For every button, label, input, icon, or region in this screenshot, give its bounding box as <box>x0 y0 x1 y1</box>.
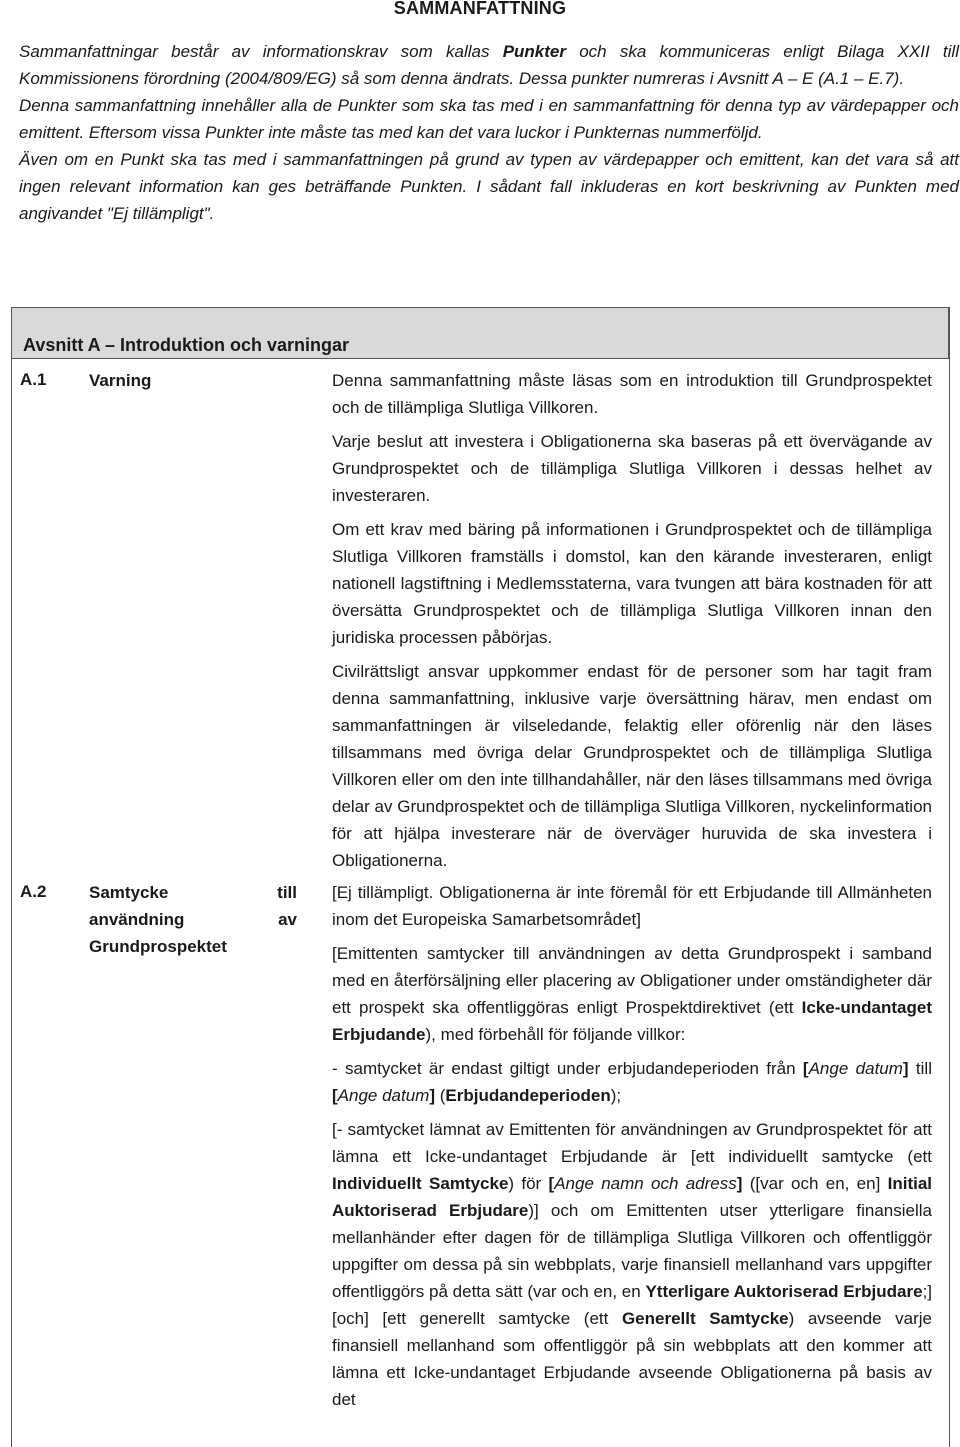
item-code-a1: A.1 <box>20 370 47 389</box>
page-title: SAMMANFATTNING <box>393 0 567 18</box>
item-label-a1: Varning <box>89 371 152 390</box>
section-title: Avsnitt A – Introduktion och varningar <box>23 335 350 355</box>
a1-paragraph-3: Om ett krav med bäring på informationen i Grundprospektet och de tillämpliga Slutliga Villkoren framställs i domstol, kan den kärande investeraren, enligt nationell lagstiftning i Medlemsstaterna, vara tvungen att bära kostnaden för att översätta Grundprospektet och de tillämpliga Slutliga Villkoren innan den juridiska processen påbörjas. <box>332 520 932 647</box>
a2-paragraph-2: [Emittenten samtycker till användningen av detta Grundprospekt i samband med en återförsäljning eller placering av Obligationer under omständigheter där ett prospekt ska offentliggöras enligt Prospektdirektivet (ett Icke-undantaget Erbjudande), med förbehåll för följande villkor: <box>332 944 932 1044</box>
item-code-a2: A.2 <box>20 882 47 901</box>
intro-text <box>19 38 959 227</box>
item-content-a1 <box>332 367 932 881</box>
intro-paragraph-2: Denna sammanfattning innehåller alla de Punkter som ska tas med i en sammanfattning för denna typ av värdepapper och emittent. Eftersom vissa Punkter inte måste tas med kan det vara luckor i Punkternas nummerföljd. <box>19 96 959 142</box>
item-content-a2 <box>332 879 932 1420</box>
a2-paragraph-3: - samtycket är endast giltigt under erbjudandeperioden från [Ange datum] till [Ange datum] (Erbjudandeperioden); <box>332 1059 932 1105</box>
a1-paragraph-4: Civilrättsligt ansvar uppkommer endast för de personer som har tagit fram denna sammanfattning, inklusive varje översättning härav, men endast om sammanfattningen är vilseledande, felaktig eller oförenlig när den läses tillsammans med övriga delar Grundprospektet och de tillämpliga Slutliga Villkoren eller om den inte tillhandahåller, när den läses tillsammans med övriga delar av Grundprospektet och de tillämpliga Slutliga Villkoren, nyckelinformation för att hjälpa investerare när de överväger huruvida de ska investera i Obligationerna. <box>332 662 932 870</box>
a1-paragraph-2: Varje beslut att investera i Obligationerna ska baseras på ett övervägande av Grundprospektet och de tillämpliga Slutliga Villkoren i dessas helhet av investeraren. <box>332 432 932 505</box>
intro-paragraph-3: Även om en Punkt ska tas med i sammanfattningen på grund av typen av värdepapper och emittent, kan det vara så att ingen relevant information kan ges beträffande Punkten. I sådant fall inkluderas en kort beskrivning av Punkten med angivandet "Ej tillämpligt". <box>19 150 959 223</box>
a1-paragraph-1: Denna sammanfattning måste läsas som en introduktion till Grundprospektet och de tillämpliga Slutliga Villkoren. <box>332 371 932 417</box>
a2-paragraph-1: [Ej tillämpligt. Obligationerna är inte föremål för ett Erbjudande till Allmänheten inom det Europeiska Samarbetsområdet] <box>332 883 932 929</box>
section-header <box>11 307 949 359</box>
intro-paragraph-1: Sammanfattningar består av informationskrav som kallas Punkter och ska kommuniceras enligt Bilaga XXII till Kommissionens förordning (2004/809/EG) så som denna ändrats. Dessa punkter numreras i Avsnitt A – E (A.1 – E.7). <box>19 42 959 88</box>
a2-paragraph-4: [- samtycket lämnat av Emittenten för användningen av Grundprospektet för att lämna ett Icke-undantaget Erbjudande är [ett individuellt samtycke (ett Individuellt Samtycke) för [Ange namn och adress] ([var och en, en] Initial Auktoriserad Erbjudare)] och om Emittenten utser ytterligare finansiella mellanhänder efter dagen för de tillämpliga Slutliga Villkoren och offentliggör uppgifter om dessa på sin webbplats, varje finansiell mellanhand vars uppgifter offentliggörs på detta sätt (var och en, en Ytterligare Auktoriserad Erbjudare;] [och] [ett generellt samtycke (ett Generellt Samtycke) avseende varje finansiell mellanhand som offentliggör på sin webbplats att den kommer att lämna ett Icke-undantaget Erbjudande avseende Obligationerna på basis av det <box>332 1120 933 1409</box>
item-label-a2: Samtycke till användning av Grundprospektet <box>89 883 297 956</box>
